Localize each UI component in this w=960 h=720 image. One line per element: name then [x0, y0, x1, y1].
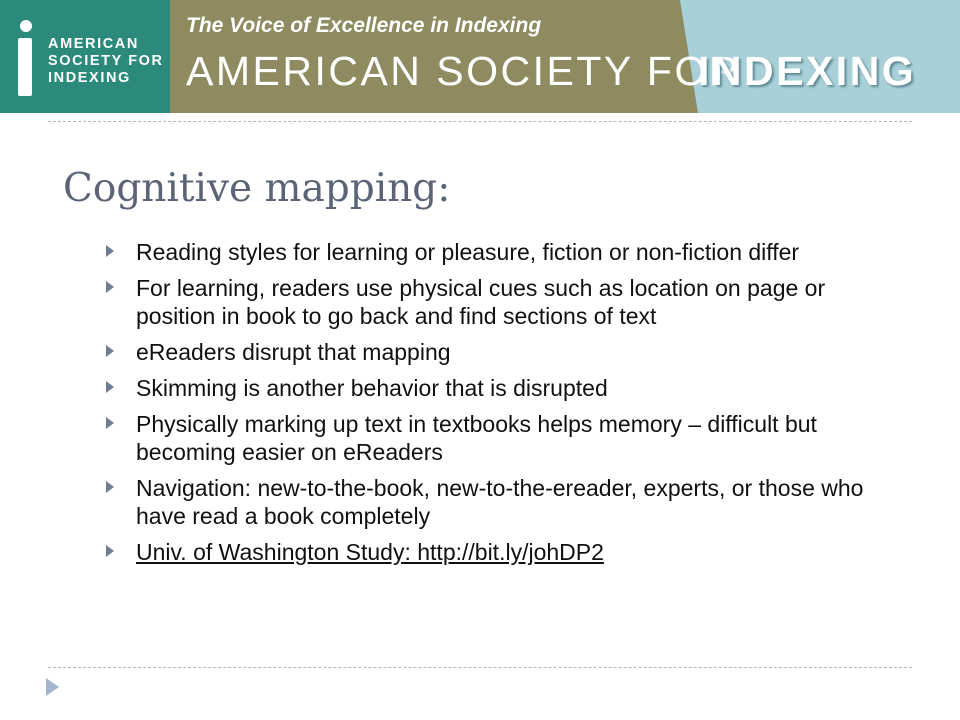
bullet-text: eReaders disrupt that mapping	[136, 339, 451, 365]
triangle-right-icon	[106, 245, 114, 257]
logo-line-3: INDEXING	[48, 70, 131, 86]
study-link[interactable]: Univ. of Washington Study: http://bit.ly/johDP2	[136, 539, 604, 565]
triangle-right-icon	[106, 381, 114, 393]
bullet-text: For learning, readers use physical cues such as location on page or position in book to go back and find sections of text	[136, 275, 826, 329]
bullet-item	[104, 338, 874, 366]
logo-text	[48, 36, 164, 87]
bullet-text: Navigation: new-to-the-book, new-to-the-ereader, experts, or those who have read a book completely	[136, 475, 864, 529]
bullet-item-link[interactable]	[104, 538, 874, 566]
bullet-item	[104, 374, 874, 402]
top-divider	[48, 121, 912, 122]
logo-line-2: SOCIETY FOR	[48, 53, 164, 69]
bottom-divider	[48, 667, 912, 668]
asi-logo-icon	[12, 20, 38, 100]
header-banner	[0, 0, 960, 113]
triangle-right-icon	[106, 345, 114, 357]
banner-indexing-text: INDEXING	[698, 48, 917, 94]
bullet-item	[104, 410, 874, 466]
bullet-list	[104, 238, 874, 574]
triangle-right-icon	[106, 481, 114, 493]
next-slide-icon[interactable]	[46, 678, 59, 696]
bullet-item	[104, 474, 874, 530]
triangle-right-icon	[106, 281, 114, 293]
bullet-item	[104, 274, 874, 330]
bullet-text: Skimming is another behavior that is disrupted	[136, 375, 608, 401]
logo-panel	[0, 0, 170, 113]
banner-tagline: The Voice of Excellence in Indexing	[186, 14, 542, 37]
slide-title: Cognitive mapping:	[63, 166, 451, 211]
triangle-right-icon	[106, 545, 114, 557]
logo-line-1: AMERICAN	[48, 36, 139, 52]
banner-society-text: AMERICAN SOCIETY FOR	[186, 48, 741, 94]
triangle-right-icon	[106, 417, 114, 429]
bullet-text: Reading styles for learning or pleasure, fiction or non-fiction differ	[136, 239, 800, 265]
bullet-item	[104, 238, 874, 266]
bullet-text: Physically marking up text in textbooks helps memory – difficult but becoming easier on eReaders	[136, 411, 817, 465]
